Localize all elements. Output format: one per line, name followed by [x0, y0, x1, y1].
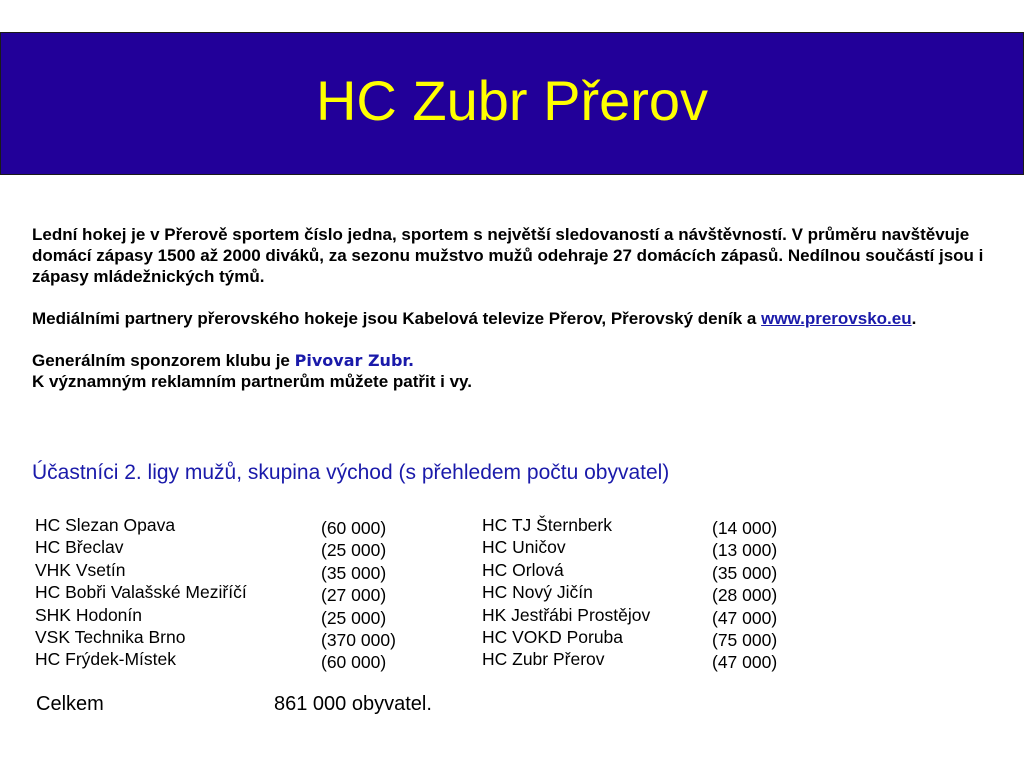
- team-name: HC Břeclav: [35, 537, 124, 558]
- team-name: HC VOKD Poruba: [482, 626, 624, 647]
- team-name: HC Uničov: [482, 537, 566, 558]
- total-value: 861 000 obyvatel.: [274, 693, 432, 715]
- advertising-partners-text: K významným reklamním partnerům můžete patřit i vy.: [32, 372, 472, 391]
- team-population: (370 000): [321, 629, 396, 650]
- paragraph-end-dot: .: [911, 309, 917, 328]
- team-population: (47 000): [712, 607, 778, 628]
- team-population: (25 000): [321, 607, 387, 628]
- team-list-right: [482, 514, 650, 671]
- sponsor-text: Generálním sponzorem klubu je: [32, 351, 295, 370]
- team-population: (60 000): [321, 518, 387, 538]
- intro-paragraph-3: [32, 350, 1012, 371]
- team-name: HC Orlová: [482, 559, 564, 580]
- team-name: HC Slezan Opava: [35, 515, 176, 535]
- media-partners-text: Mediálními partnery přerovského hokeje jsou Kabelová televize Přerov, Přerovský deník a: [32, 309, 762, 328]
- intro-paragraph-1: Lední hokej je v Přerově sportem číslo jedna, sportem s největší sledovaností a návštěvností. V průměru navštěvuje domácí zápasy 1500 až 2000 diváků, za sezonu mužstvo mužů odehraje 27 domácích zápasů. Nedílnou součástí jsou i zápasy mládežnických týmů.: [32, 225, 984, 286]
- team-name: VHK Vsetín: [35, 559, 126, 580]
- team-name: VSK Technika Brno: [35, 626, 186, 647]
- intro-paragraph-2: [32, 308, 1012, 329]
- team-population: (28 000): [712, 585, 778, 606]
- page-title: HC Zubr Přerov: [315, 68, 709, 132]
- title-banner: [0, 32, 1024, 175]
- team-population: (13 000): [712, 540, 778, 561]
- paragraph-spacer: [32, 287, 1012, 308]
- team-name: HC Zubr Přerov: [482, 649, 605, 670]
- team-name: HC TJ Šternberk: [482, 515, 612, 535]
- intro-text: [32, 224, 1012, 392]
- team-name: HC Nový Jičín: [482, 582, 593, 603]
- team-population: (25 000): [321, 540, 387, 561]
- team-population: (75 000): [712, 629, 778, 650]
- team-population: (35 000): [712, 562, 778, 583]
- total-label: Celkem: [36, 693, 104, 715]
- team-population: (47 000): [712, 652, 778, 673]
- prerovsko-link[interactable]: www.prerovsko.eu: [761, 309, 912, 328]
- sponsor-name: Pivovar Zubr.: [294, 351, 415, 370]
- participants-heading: Účastníci 2. ligy mužů, skupina východ (s přehledem počtu obyvatel): [32, 461, 670, 484]
- population-list-left: [321, 517, 396, 674]
- team-name: SHK Hodonín: [35, 604, 143, 625]
- team-population: (27 000): [321, 585, 387, 606]
- team-population: (14 000): [712, 518, 778, 538]
- team-population: (35 000): [321, 562, 387, 583]
- population-list-right: [712, 517, 777, 674]
- team-name: HC Frýdek-Místek: [35, 649, 176, 670]
- team-population: (60 000): [321, 652, 387, 673]
- team-list-left: [35, 514, 247, 671]
- team-name: HC Bobři Valašské Meziříčí: [35, 582, 247, 603]
- team-name: HK Jestřábi Prostějov: [482, 604, 651, 625]
- paragraph-spacer: [32, 329, 1012, 350]
